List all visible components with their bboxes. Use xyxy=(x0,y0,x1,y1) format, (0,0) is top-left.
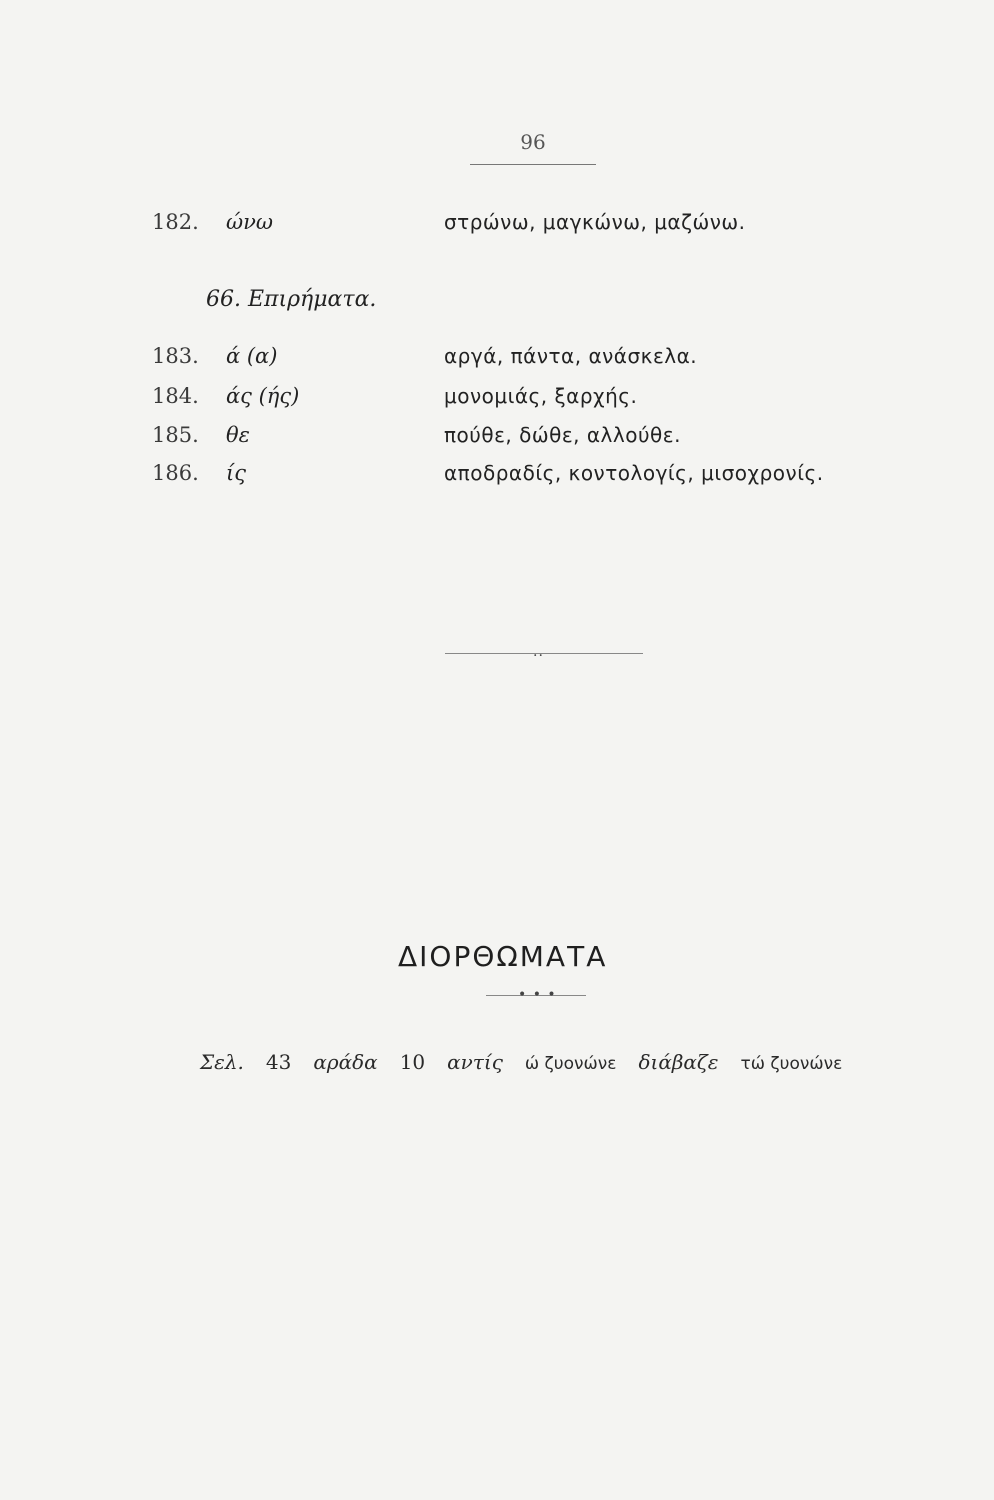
entry-suffix: ίς xyxy=(226,461,246,485)
errata-entry xyxy=(200,1050,864,1074)
entry-number: 186. xyxy=(152,461,199,485)
section-heading: 66. Επιρήματα. xyxy=(206,287,377,312)
errata-page: 43 xyxy=(265,1050,292,1074)
entry-examples: αργά, πάντα, ανάσκελα. xyxy=(444,344,698,368)
entry-examples: στρώνω, μαγκώνω, μαζώνω. xyxy=(444,210,746,234)
list-item xyxy=(152,461,824,485)
entry-number: 185. xyxy=(152,423,199,447)
list-item xyxy=(152,344,697,368)
errata-title: ΔΙΟΡΘΩΜΑΤΑ xyxy=(398,940,608,973)
entry-examples: αποδραδίς, κοντολογίς, μισοχρονίς. xyxy=(444,461,824,485)
errata-correct-text: τώ ζυονώνε xyxy=(740,1054,843,1074)
errata-line-number: 10 xyxy=(399,1050,426,1074)
errata-wrong-text: ώ ζυονώνε xyxy=(524,1054,617,1074)
list-item xyxy=(152,423,681,447)
errata-line-label: αράδα xyxy=(313,1050,378,1074)
list-item xyxy=(152,384,637,408)
entry-suffix: ώνω xyxy=(226,210,274,234)
errata-read-label: διάβαζε xyxy=(638,1050,719,1074)
errata-instead-label: αντίς xyxy=(447,1050,503,1074)
entry-number: 183. xyxy=(152,344,199,368)
entry-suffix: ά (α) xyxy=(226,344,278,368)
divider-dots: .. xyxy=(533,644,544,660)
page-number-rule xyxy=(470,164,596,165)
entry-suffix: θε xyxy=(226,423,250,447)
entry-examples: πούθε, δώθε, αλλούθε. xyxy=(444,423,681,447)
page-number: 96 xyxy=(520,130,546,154)
errata-dots: • • • xyxy=(518,987,557,1003)
list-item xyxy=(152,210,746,234)
entry-number: 182. xyxy=(152,210,199,234)
errata-page-label: Σελ. xyxy=(200,1050,244,1074)
section-divider xyxy=(445,653,643,654)
entry-examples: μονομιάς, ξαρχής. xyxy=(444,384,638,408)
entry-suffix: άς (ής) xyxy=(226,384,300,408)
entry-number: 184. xyxy=(152,384,199,408)
